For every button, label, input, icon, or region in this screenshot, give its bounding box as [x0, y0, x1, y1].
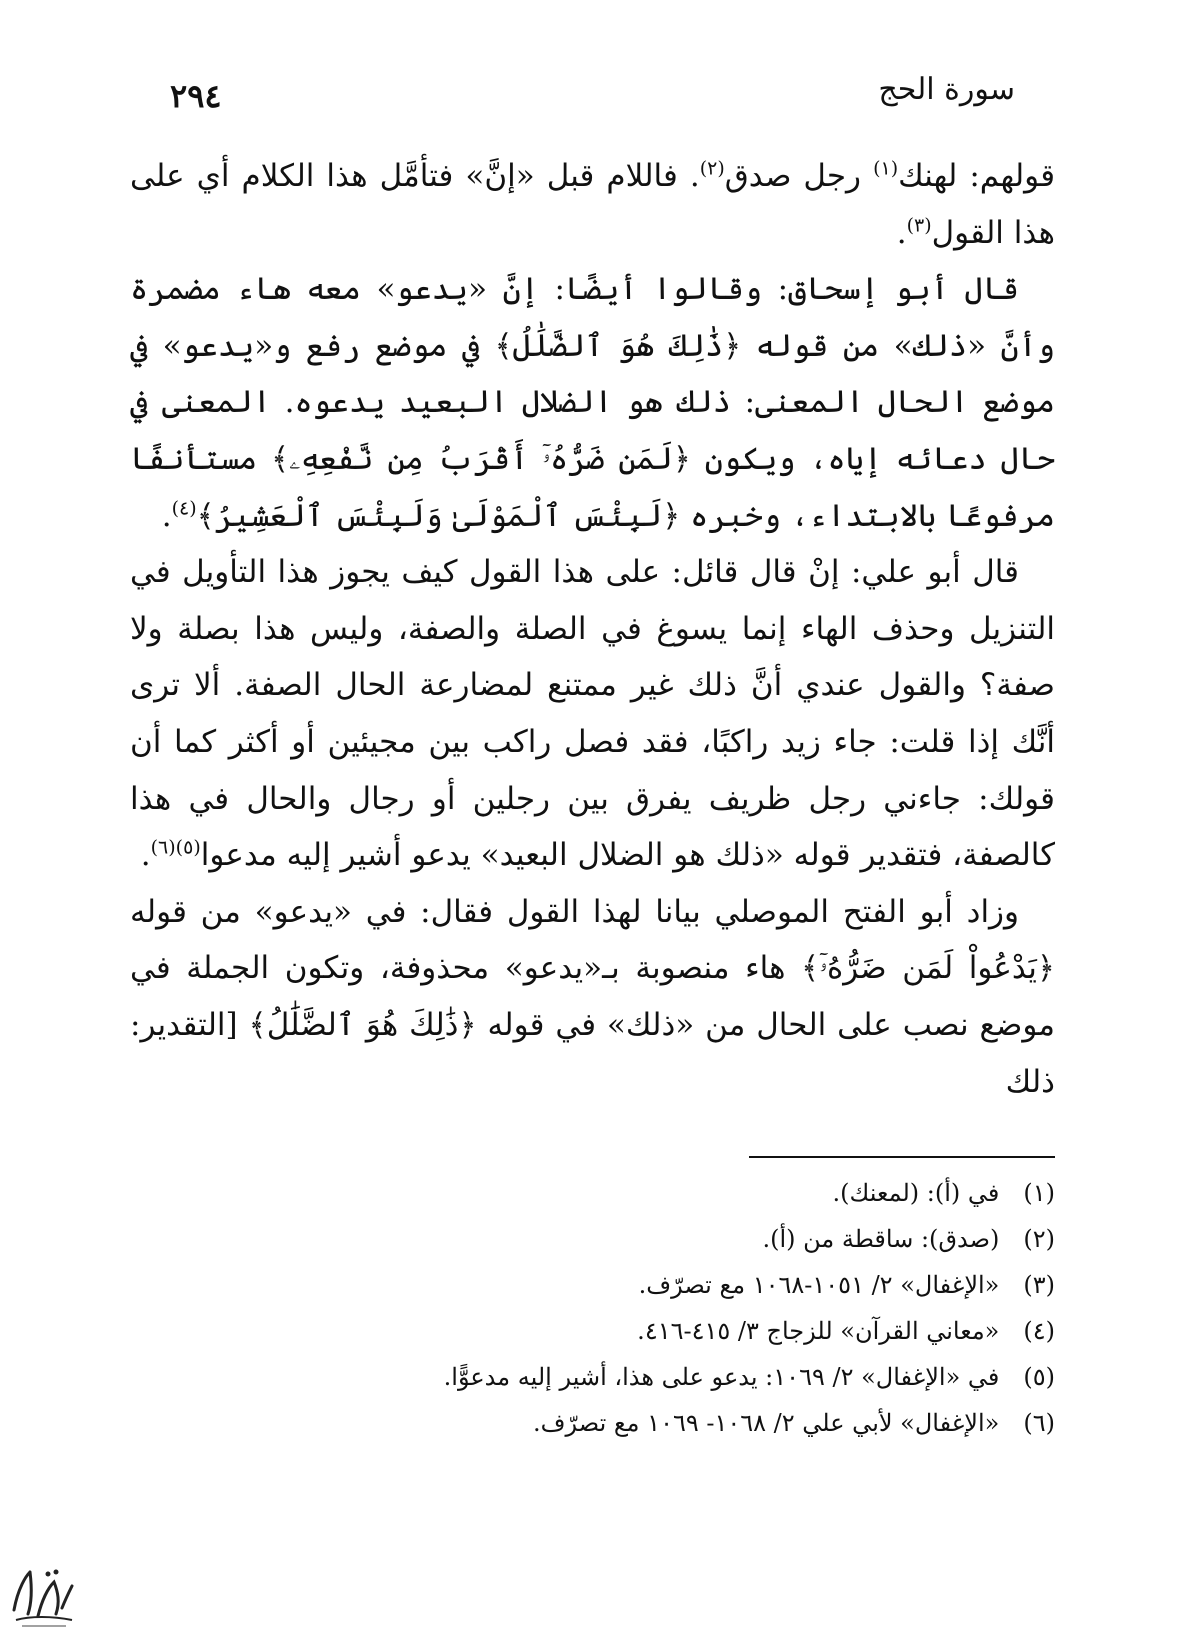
- footnote-1: [130, 1170, 1055, 1216]
- footnote-text: «الإغفال» لأبي علي ٢/ ١٠٦٨- ١٠٦٩ مع تصرّف.: [533, 1409, 1000, 1437]
- text-run: . فاللام قبل «إنَّ» فتأمَّل هذا الكلام أي على هذا القول: [130, 158, 1055, 251]
- text-run: .: [140, 837, 151, 874]
- text-run: قال أبو علي: إنْ قال قائل: على هذا القول كيف يجوز هذا التأويل في التنزيل وحذف الهاء إنما يسوغ في الصلة والصفة، وليس هذا بصلة ولا صفة؟ والقول عندي أنَّ ذلك غير ممتنع لمضارعة الحال الصفة. ألا ترى أنَّك إذا قلت: جاء زيد راكبًا، فقد فصل راكب بين مجيئين أو أكثر كما أن قولك: جاءني رجل ظريف يفرق بين رجلين أو رجال والحال في هذا كالصفة، فتقدير قوله «ذلك هو الضلال البعيد» يدعو أشير إليه مدعوا: [130, 554, 1055, 874]
- footnote-ref: (٣): [906, 214, 932, 237]
- text-run: قال أبو إسحاق: وقالوا أيضًا: إنَّ «يدعو» معه هاء مضمرة وأنَّ «ذلك» من قوله ﴿ذَٰلِكَ هُوَ ٱلضَّلَٰلُ﴾ في موضع رفع و«يدعو» في موضع الحال المعنى: ذلك هو الضلال البعيد يدعوه. المعنى في حال دعائه إياه، ويكون ﴿لَمَن ضَرُّهُۥٓ أَقْرَبُ مِن نَّفْعِهِۦ﴾ مستأنفًا مرفوعًا بالابتداء، وخبره ﴿لَبِئْسَ ٱلْمَوْلَىٰ وَلَبِئْسَ ٱلْعَشِيرُ﴾: [130, 271, 1055, 534]
- library-logo-icon-graphic: [8, 1558, 78, 1630]
- footnote-divider: [749, 1156, 1055, 1158]
- main-text: [130, 148, 1055, 1110]
- footnote-ref: (٤): [171, 497, 197, 520]
- paragraph-3: [130, 544, 1055, 884]
- footnote-text: «معاني القرآن» للزجاج ٣/ ٤١٥-٤١٦.: [637, 1317, 1000, 1345]
- footnote-number: (٥): [1023, 1363, 1055, 1391]
- footnote-text: في «الإغفال» ٢/ ١٠٦٩: يدعو على هذا، أشير إليه مدعوًّا.: [443, 1363, 1000, 1391]
- footnote-5: [130, 1354, 1055, 1400]
- paragraph-2: [130, 261, 1055, 544]
- library-logo-icon: [8, 1558, 78, 1630]
- text-run: .: [896, 214, 907, 251]
- footnote-number: (٤): [1023, 1317, 1055, 1345]
- paragraph-1: [130, 148, 1055, 261]
- footnote-ref: (٥)(٦): [150, 836, 201, 859]
- footnote-2: [130, 1216, 1055, 1262]
- footnote-text: «الإغفال» ٢/ ١٠٥١-١٠٦٨ مع تصرّف.: [638, 1271, 1000, 1299]
- footnote-number: (٢): [1023, 1225, 1055, 1253]
- footnote-text: (صدق): ساقطة من (أ).: [762, 1225, 1000, 1253]
- footnote-ref: (٢): [699, 157, 725, 180]
- running-title: سورة الحج: [878, 72, 1015, 107]
- footnotes: [130, 1170, 1055, 1446]
- text-run: رجل صدق: [724, 158, 874, 194]
- text-run: قولهم: لهنك: [898, 158, 1056, 194]
- footnote-4: [130, 1308, 1055, 1354]
- footnote-6: [130, 1400, 1055, 1446]
- footnote-ref: (١): [873, 157, 899, 180]
- paragraph-4: [130, 884, 1055, 1110]
- text-run: وزاد أبو الفتح الموصلي بيانا لهذا القول فقال: في «يدعو» من قوله ﴿يَدْعُواْ لَمَن ضَرُّهُۥٓ﴾ هاء منصوبة بـ«يدعو» محذوفة، وتكون الجملة في موضع نصب على الحال من «ذلك» في قوله ﴿ذَٰلِكَ هُوَ ٱلضَّلَٰلُ﴾ [التقدير: ذلك: [130, 893, 1055, 1100]
- footnote-number: (٦): [1023, 1409, 1055, 1437]
- text-run: .: [161, 497, 172, 534]
- footnote-number: (٣): [1023, 1271, 1055, 1299]
- page-number: ٢٩٤: [170, 77, 222, 115]
- footnote-number: (١): [1023, 1179, 1055, 1207]
- footnote-3: [130, 1262, 1055, 1308]
- page-header: [170, 70, 1015, 120]
- footnote-text: في (أ): (لمعنك).: [832, 1179, 1000, 1207]
